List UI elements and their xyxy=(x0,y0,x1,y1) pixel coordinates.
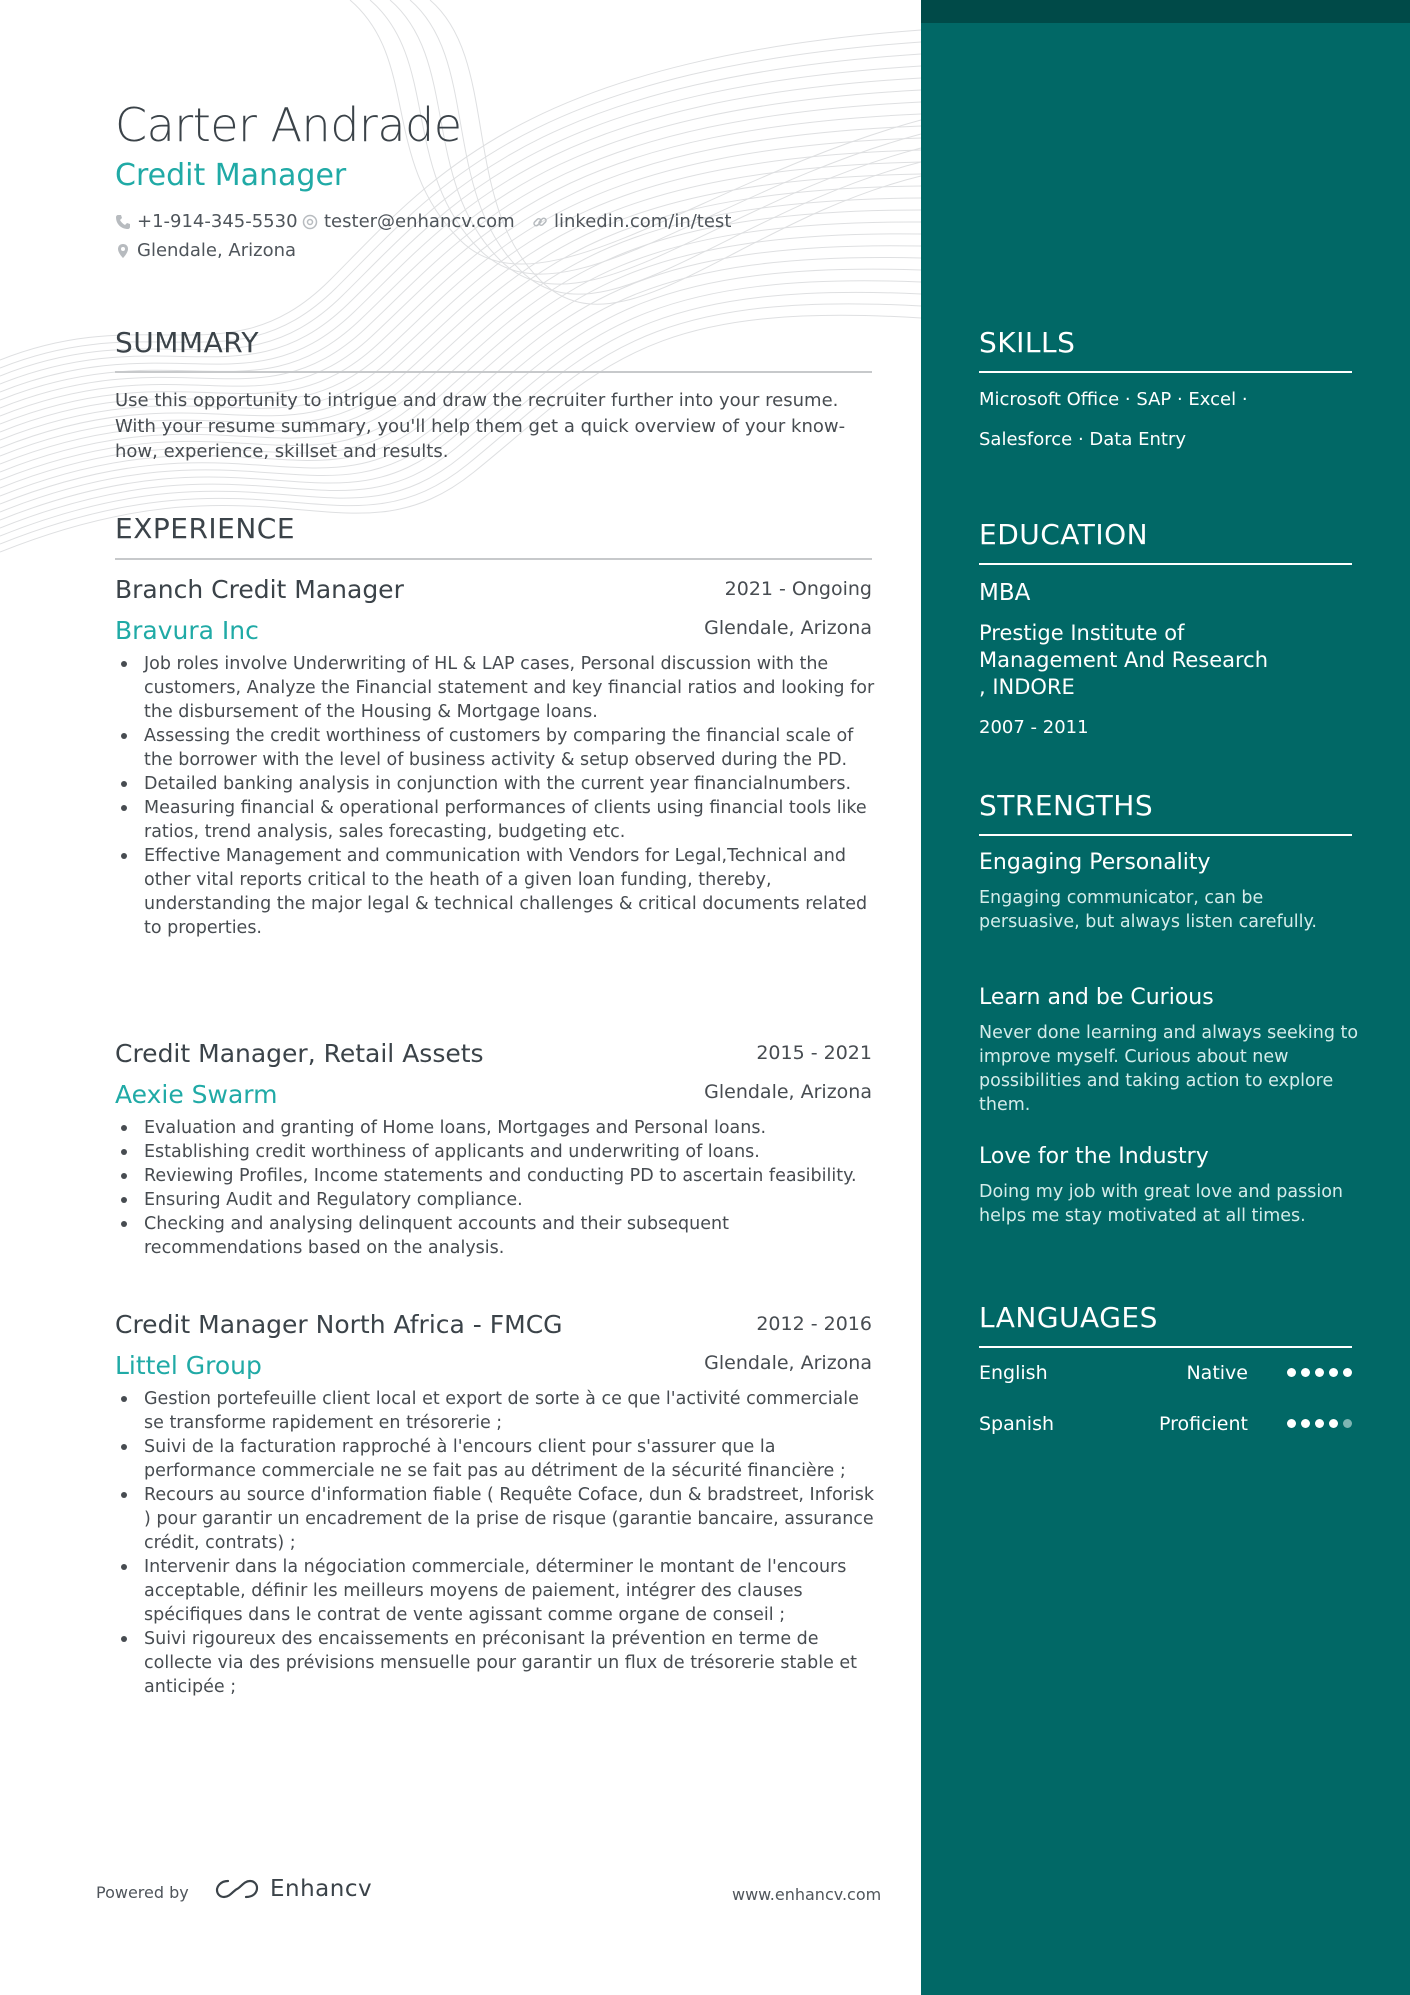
language-name: Spanish xyxy=(979,1413,1055,1435)
company-name: Bravura Inc xyxy=(115,616,259,645)
skills-divider xyxy=(979,371,1352,373)
education-degree: MBA xyxy=(979,580,1031,606)
enhancv-logo-icon xyxy=(214,1877,260,1901)
skills-heading: SKILLS xyxy=(979,326,1076,359)
job-bullet: Detailed banking analysis in conjunction with the current year financialnumbers. xyxy=(115,772,875,796)
phone-icon xyxy=(115,214,131,230)
linkedin-url[interactable]: linkedin.com/in/test xyxy=(554,211,732,232)
phone-number[interactable]: +1-914-345-5530 xyxy=(137,211,298,232)
job-location: Glendale, Arizona xyxy=(704,617,872,639)
experience-heading: EXPERIENCE xyxy=(115,512,296,545)
rating-dot-filled xyxy=(1343,1368,1352,1377)
language-level: Native xyxy=(1186,1362,1248,1384)
skills-line: Salesforce · Data Entry xyxy=(979,429,1186,450)
experience-divider xyxy=(115,558,872,560)
company-name: Aexie Swarm xyxy=(115,1080,278,1109)
language-name: English xyxy=(979,1362,1048,1384)
location-contact xyxy=(115,240,296,261)
sidebar-top-band xyxy=(921,0,1410,23)
language-rating xyxy=(1287,1419,1352,1428)
languages-heading: LANGUAGES xyxy=(979,1301,1158,1334)
candidate-title: Credit Manager xyxy=(115,158,347,193)
job-bullet: Reviewing Profiles, Income statements and conducting PD to ascertain feasibility. xyxy=(115,1164,875,1188)
job-bullet: Effective Management and communication with Vendors for Legal,Technical and other vital reports critical to the heath of a given loan funding, thereby, understanding the major legal & technical challenges & critical documents related to properties. xyxy=(115,844,875,940)
location-text: Glendale, Arizona xyxy=(137,240,297,261)
languages-divider xyxy=(979,1346,1352,1348)
education-heading: EDUCATION xyxy=(979,518,1149,551)
linkedin-contact xyxy=(532,211,731,232)
job-bullets xyxy=(115,652,875,940)
job-dates: 2012 - 2016 xyxy=(756,1313,872,1335)
strength-title: Love for the Industry xyxy=(979,1144,1209,1169)
education-school-line: Prestige Institute of xyxy=(979,621,1185,645)
education-school-line: , INDORE xyxy=(979,675,1075,699)
education-divider xyxy=(979,563,1352,565)
candidate-name: Carter Andrade xyxy=(115,98,462,152)
education-dates: 2007 - 2011 xyxy=(979,717,1089,738)
footer-url[interactable]: www.enhancv.com xyxy=(732,1885,882,1904)
job-bullet: Suivi rigoureux des encaissements en préconisant la prévention en terme de collecte via des prévisions mensuelle pour garantir un flux de trésorerie stable et anticipée ; xyxy=(115,1627,875,1699)
job-bullet: Evaluation and granting of Home loans, Mortgages and Personal loans. xyxy=(115,1116,875,1140)
job-bullet: Ensuring Audit and Regulatory compliance. xyxy=(115,1188,875,1212)
job-bullet: Recours au source d'information fiable ( Requête Coface, dun & bradstreet, Inforisk ) pour garantir un encadrement de la prise de risque (garantie bancaire, assurance crédit, contrats) ; xyxy=(115,1483,875,1555)
strength-title: Learn and be Curious xyxy=(979,985,1214,1010)
language-level: Proficient xyxy=(1158,1413,1248,1435)
job-title: Credit Manager, Retail Assets xyxy=(115,1039,484,1068)
strengths-heading: STRENGTHS xyxy=(979,789,1154,822)
summary-divider xyxy=(115,371,872,373)
email-contact xyxy=(302,211,515,232)
enhancv-logo[interactable] xyxy=(214,1876,372,1902)
summary-text: Use this opportunity to intrigue and draw the recruiter further into your resume. With your resume summary, you'll help them get a quick overview of your know-how, experience, skillset and results. xyxy=(115,390,846,462)
job-dates: 2021 - Ongoing xyxy=(724,578,872,600)
rating-dot-filled xyxy=(1315,1368,1324,1377)
job-location: Glendale, Arizona xyxy=(704,1352,872,1374)
job-bullets xyxy=(115,1116,875,1260)
job-bullet: Assessing the credit worthiness of customers by comparing the financial scale of the borrower with the level of business activity & setup observed during the PD. xyxy=(115,724,875,772)
summary-heading: SUMMARY xyxy=(115,326,260,359)
strength-title: Engaging Personality xyxy=(979,850,1211,875)
language-row xyxy=(979,1362,1352,1392)
job-bullet: Gestion portefeuille client local et export de sorte à ce que l'activité commerciale se transforme rapidement en trésorerie ; xyxy=(115,1387,875,1435)
job-bullet: Suivi de la facturation rapproché à l'encours client pour s'assurer que la performance commerciale ne se fait pas au détriment de la sécurité financière ; xyxy=(115,1435,875,1483)
rating-dot-empty xyxy=(1343,1419,1352,1428)
job-bullet: Job roles involve Underwriting of HL & LAP cases, Personal discussion with the customers, Analyze the Financial statement and key financial ratios and looking for the disbursement of the Housing & Mortgage loans. xyxy=(115,652,875,724)
phone-contact xyxy=(115,211,298,232)
rating-dot-filled xyxy=(1329,1368,1338,1377)
strengths-divider xyxy=(979,834,1352,836)
job-dates: 2015 - 2021 xyxy=(756,1042,872,1064)
language-row xyxy=(979,1413,1352,1443)
job-title: Branch Credit Manager xyxy=(115,575,404,604)
job-bullet: Checking and analysing delinquent accounts and their subsequent recommendations based on the analysis. xyxy=(115,1212,875,1260)
rating-dot-filled xyxy=(1301,1368,1310,1377)
skills-line: Microsoft Office · SAP · Excel · xyxy=(979,389,1248,410)
wave-decoration xyxy=(0,0,921,600)
job-bullets xyxy=(115,1387,875,1699)
powered-by-label: Powered by xyxy=(96,1883,189,1902)
sidebar xyxy=(921,0,1410,1995)
education-school xyxy=(979,620,1359,701)
rating-dot-filled xyxy=(1287,1368,1296,1377)
job-bullet: Measuring financial & operational performances of clients using financial tools like ratios, trend analysis, sales forecasting, budgeting etc. xyxy=(115,796,875,844)
rating-dot-filled xyxy=(1329,1419,1338,1428)
rating-dot-filled xyxy=(1301,1419,1310,1428)
language-rating xyxy=(1287,1368,1352,1377)
rating-dot-filled xyxy=(1287,1419,1296,1428)
job-location: Glendale, Arizona xyxy=(704,1081,872,1103)
job-bullet: Establishing credit worthiness of applicants and underwriting of loans. xyxy=(115,1140,875,1164)
enhancv-brand-text: Enhancv xyxy=(270,1876,373,1902)
education-school-line: Management And Research xyxy=(979,648,1269,672)
company-name: Littel Group xyxy=(115,1351,262,1380)
at-icon xyxy=(302,214,318,230)
strength-description: Never done learning and always seeking to improve myself. Curious about new possibilities and taking action to explore them. xyxy=(979,1023,1359,1115)
location-pin-icon xyxy=(115,243,131,259)
email-address[interactable]: tester@enhancv.com xyxy=(324,211,515,232)
strength-description: Engaging communicator, can be persuasive, but always listen carefully. xyxy=(979,888,1317,932)
job-bullet: Intervenir dans la négociation commerciale, déterminer le montant de l'encours acceptable, définir les meilleurs moyens de paiement, intégrer des clauses spécifiques dans le contrat de vente agissant comme organe de conseil ; xyxy=(115,1555,875,1627)
link-icon xyxy=(532,214,548,230)
strength-description: Doing my job with great love and passion helps me stay motivated at all times. xyxy=(979,1182,1344,1226)
rating-dot-filled xyxy=(1315,1419,1324,1428)
job-title: Credit Manager North Africa - FMCG xyxy=(115,1310,563,1339)
